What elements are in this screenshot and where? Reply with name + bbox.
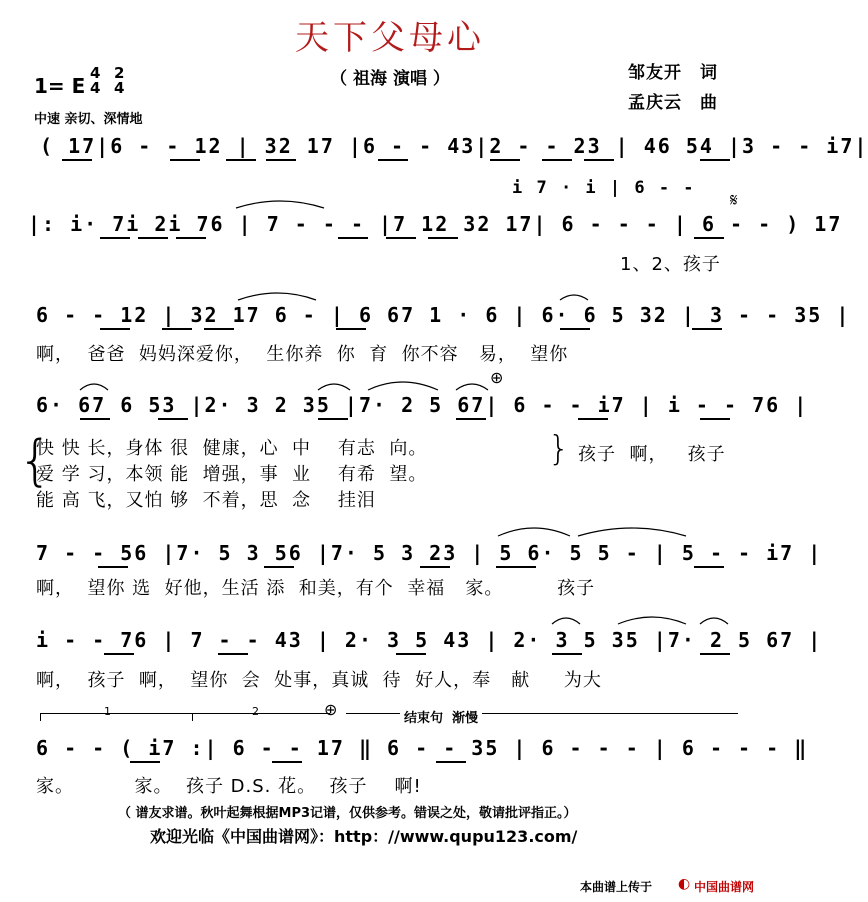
lyric-row-2: 1、2、孩子 bbox=[620, 254, 721, 275]
composer-credit: 孟庆云 曲 bbox=[628, 93, 718, 113]
lyricist-credit: 邹友开 词 bbox=[628, 63, 718, 83]
score-row-2: |: i· 7i 2i 76 | 7 - - - |7 12 32 17| 6 - - - | 6 - - ) 17 bbox=[28, 212, 843, 236]
lyric-row-7: 家。 家。 孩子 D.S. 花。 孩子 啊! bbox=[36, 776, 422, 797]
score-row-2-upper: i 7 · i | 6 - - bbox=[512, 178, 696, 198]
lyric-row-5: 啊， 望你 选 好他，生活 添 和美，有个 幸福 家。 孩子 bbox=[36, 578, 596, 599]
lyric-row-3: 啊， 爸爸 妈妈深爱你， 生你养 你 育 你不容 易， 望你 bbox=[36, 344, 569, 365]
time-signature-2: 2 4 bbox=[114, 64, 125, 97]
transcriber-note: （ 谱友求谱。秋叶起舞根据MP3记谱，仅供参考。错误之处，敬请批评指正。） bbox=[118, 806, 577, 821]
coda-icon: ⊕ bbox=[490, 368, 504, 387]
verse-brace-right: } bbox=[548, 429, 570, 469]
score-row-6: i - - 76 | 7 - - 43 | 2· 3 5 43 | 2· 3 5 35 |7· 2 5 67 | bbox=[36, 628, 823, 652]
score-row-4: 6· 67 6 53 |2· 3 2 35 |7· 2 5 67| 6 - - i7 | i - - 76 | bbox=[36, 393, 809, 417]
singer-credit: （ 祖海 演唱 ） bbox=[330, 69, 450, 89]
brand-name: 中国曲谱网 bbox=[694, 880, 755, 894]
score-row-1: ( 17|6 - - 12 | 32 17 |6 - - 43|2 - - 23 | 46 54 |3 - - i7| bbox=[40, 134, 868, 158]
lyric-row-6: 啊， 孩子 啊， 望你 会 处事，真诚 待 好人，奉 献 为大 bbox=[36, 670, 602, 691]
brand-logo-icon: ◐ bbox=[678, 876, 691, 892]
lyric-row-4-verse-1: 快 快 长，身体 很 健康，心 中 有志 向。 bbox=[36, 438, 428, 459]
score-row-5: 7 - - 56 |7· 5 3 56 |7· 5 3 23 | 5 6· 5 5 - | 5 - - i7 | bbox=[36, 541, 823, 565]
segno-icon: 𝄋 bbox=[730, 190, 738, 211]
ending-label: 结束句 渐慢 bbox=[400, 707, 482, 726]
volta-1-label: 1 bbox=[104, 705, 111, 718]
song-title: 天下父母心 bbox=[295, 18, 485, 58]
upload-label: 本曲谱上传于 bbox=[580, 880, 653, 894]
welcome-text: 欢迎光临《中国曲谱网》：http：//www.qupu123.com/ bbox=[150, 827, 578, 846]
tempo-marking: 中速 亲切、深情地 bbox=[34, 112, 143, 127]
lyric-row-4-verse-2: 爱 学 习，本领 能 增强，事 业 有希 望。 bbox=[36, 464, 428, 485]
volta-2-label: 2 bbox=[252, 705, 259, 718]
key-signature: 1= E bbox=[34, 74, 86, 98]
score-row-7: 6 - - ( i7 :| 6 - - 17 ‖ 6 - - 35 | 6 - - - | 6 - - - ‖ bbox=[36, 736, 809, 760]
lyric-row-4-right: 孩子 啊， 孩子 bbox=[578, 444, 726, 465]
time-signature-1: 4 4 bbox=[90, 64, 101, 97]
lyric-row-4-verse-3: 能 高 飞，又怕 够 不着，思 念 挂泪 bbox=[36, 490, 376, 511]
verse-brace-left: { bbox=[18, 429, 53, 492]
coda-icon-2: ⊕ bbox=[324, 700, 338, 719]
score-row-3: 6 - - 12 | 32 17 6 - | 6 67 1 · 6 | 6· 6 5 32 | 3 - - 35 | bbox=[36, 303, 851, 327]
